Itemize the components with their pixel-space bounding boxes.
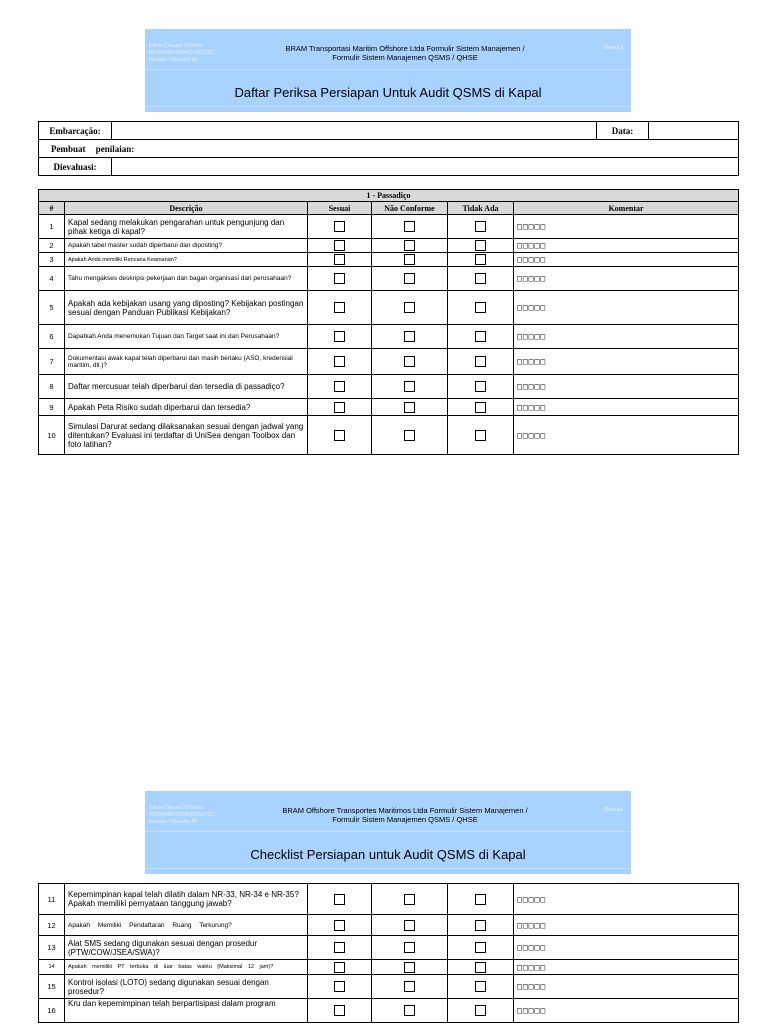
header-divider (145, 831, 631, 832)
row-description: Kapal sedang melakukan pengarahan untuk pengunjung dan pihak ketiga di kapal? (65, 215, 308, 239)
checklist-table (38, 189, 739, 455)
col-descricao: Descrição (65, 202, 308, 215)
checkbox-nao-conforme[interactable] (404, 356, 415, 367)
checkbox-sesuai[interactable] (334, 273, 345, 284)
row-description: Daftar mercusuar telah diperbarui dan tersedia di passadiço? (65, 375, 308, 399)
header-meta: Edisin Chouest Offshore BRAM/MSFORM/QHSE/2111 Revisão / Revision 00 (149, 43, 215, 63)
checkbox-tidak-ada[interactable] (475, 302, 486, 313)
label-pembuat: Pembuat penilaian: (39, 140, 739, 158)
komentar-field[interactable]: □□□□□ (514, 267, 739, 291)
checkbox-sesuai[interactable] (334, 942, 345, 953)
checklist-table (38, 883, 739, 1023)
checkbox-tidak-ada[interactable] (475, 273, 486, 284)
row-number: 4 (39, 267, 65, 291)
header-approval: Disetujui (603, 807, 623, 813)
form-header (145, 791, 631, 874)
checkbox-nao-conforme[interactable] (404, 402, 415, 413)
table-row (39, 936, 739, 960)
checkbox-sesuai[interactable] (334, 302, 345, 313)
row-number: 3 (39, 253, 65, 267)
komentar-field[interactable]: □□□□□ (514, 239, 739, 253)
checkbox-tidak-ada[interactable] (475, 962, 486, 973)
form-title: Daftar Periksa Persiapan Untuk Audit QSMS di Kapal (234, 85, 542, 100)
komentar-field[interactable]: □□□□□ (514, 884, 739, 915)
table-row (39, 884, 739, 915)
row-number: 14 (39, 960, 65, 975)
checkbox-tidak-ada[interactable] (475, 356, 486, 367)
row-description: Apakah memiliki PT terbuka di luar batas waktu (Maksimal 12 jam)? (65, 960, 308, 975)
checkbox-nao-conforme[interactable] (404, 273, 415, 284)
checkbox-nao-conforme[interactable] (404, 240, 415, 251)
row-number: 8 (39, 375, 65, 399)
checkbox-sesuai[interactable] (334, 962, 345, 973)
row-description: Kepemimpinan kapal telah dilatih dalam NR-33, NR-34 e NR-35? Apakah memiliki pernyataan tanggung jawab? (65, 884, 308, 915)
table-row (39, 960, 739, 975)
row-number: 6 (39, 325, 65, 349)
checkbox-tidak-ada[interactable] (475, 221, 486, 232)
table-row (39, 399, 739, 416)
checkbox-nao-conforme[interactable] (404, 331, 415, 342)
header-company: BRAM Offshore Transportes Maritimos Ltda Formulir Sistem Manajemen / Formulir Sistem Manajemen QSMS / QHSE (282, 806, 528, 824)
form-header (145, 29, 631, 112)
komentar-field[interactable]: □□□□□ (514, 416, 739, 455)
table-row (39, 253, 739, 267)
checkbox-nao-conforme[interactable] (404, 221, 415, 232)
checkbox-nao-conforme[interactable] (404, 942, 415, 953)
checkbox-tidak-ada[interactable] (475, 331, 486, 342)
row-description: Apakah ada kebijakan usang yang diposting? Kebijakan postingan sesuai dengan Panduan Publikasi Kebijakan? (65, 291, 308, 325)
komentar-field[interactable]: □□□□□ (514, 975, 739, 999)
komentar-field[interactable]: □□□□□ (514, 253, 739, 267)
table-row (39, 267, 739, 291)
checkbox-nao-conforme[interactable] (404, 430, 415, 441)
col-tidak-ada: Tidak Ada (448, 202, 514, 215)
info-table (38, 121, 739, 176)
row-number: 12 (39, 915, 65, 936)
row-number: 16 (39, 999, 65, 1023)
checkbox-sesuai[interactable] (334, 920, 345, 931)
section-title: 1 - Passadiço (39, 190, 739, 202)
checkbox-sesuai[interactable] (334, 381, 345, 392)
row-description: Kru dan kepemimpinan telah berpartisipasi dalam program (65, 999, 308, 1023)
row-number: 15 (39, 975, 65, 999)
komentar-field[interactable]: □□□□□ (514, 999, 739, 1023)
table-row (39, 375, 739, 399)
row-number: 13 (39, 936, 65, 960)
row-number: 10 (39, 416, 65, 455)
checkbox-nao-conforme[interactable] (404, 920, 415, 931)
row-description: Kontrol isolasi (LOTO) sedang digunakan sesuai dengan prosedur? (65, 975, 308, 999)
checkbox-sesuai[interactable] (334, 254, 345, 265)
header-divider (145, 106, 631, 107)
table-row (39, 915, 739, 936)
col-sesuai: Sesuai (308, 202, 372, 215)
row-number: 5 (39, 291, 65, 325)
checkbox-tidak-ada[interactable] (475, 981, 486, 992)
checkbox-tidak-ada[interactable] (475, 381, 486, 392)
checkbox-nao-conforme[interactable] (404, 981, 415, 992)
checkbox-tidak-ada[interactable] (475, 240, 486, 251)
form-title: Checklist Persiapan untuk Audit QSMS di Kapal (250, 847, 526, 862)
checkbox-nao-conforme[interactable] (404, 254, 415, 265)
row-description: Alat SMS sedang digunakan sesuai dengan prosedur (PTW/COW/JSEA/SWA)? (65, 936, 308, 960)
table-row (39, 975, 739, 999)
checkbox-tidak-ada[interactable] (475, 430, 486, 441)
header-divider (145, 69, 631, 70)
col-nao-conforme: Não Conforme (372, 202, 448, 215)
field-data[interactable] (649, 122, 739, 140)
checkbox-nao-conforme[interactable] (404, 962, 415, 973)
row-description: Tahu mengakses deskripsi pekerjaan dan bagan organisasi dari perusahaan? (65, 267, 308, 291)
checkbox-tidak-ada[interactable] (475, 1005, 486, 1016)
komentar-field[interactable]: □□□□□ (514, 915, 739, 936)
table-row (39, 291, 739, 325)
label-data: Data: (597, 122, 649, 140)
komentar-field[interactable]: □□□□□ (514, 936, 739, 960)
row-number: 11 (39, 884, 65, 915)
checkbox-sesuai[interactable] (334, 894, 345, 905)
table-row (39, 999, 739, 1023)
komentar-field[interactable]: □□□□□ (514, 215, 739, 239)
checkbox-tidak-ada[interactable] (475, 254, 486, 265)
field-embarcacao[interactable] (112, 122, 597, 140)
row-description: Apakah Anda memiliki Rencana Keamanan? (65, 253, 308, 267)
row-number: 7 (39, 349, 65, 375)
checkbox-tidak-ada[interactable] (475, 894, 486, 905)
row-description: Apakah tabel master sudah diperbarui dan diposting? (65, 239, 308, 253)
row-description: Dokumentasi awak kapal telah diperbarui dan masih berlaku (ASO, kredensial maritim, dll.)? (65, 349, 308, 375)
row-description: Simulasi Darurat sedang dilaksanakan sesuai dengan jadwal yang ditentukan? Evaluasi ini terdaftar di UniSea dengan Toolbox dan foto latihan? (65, 416, 308, 455)
checkbox-sesuai[interactable] (334, 1005, 345, 1016)
checkbox-sesuai[interactable] (334, 240, 345, 251)
checkbox-sesuai[interactable] (334, 356, 345, 367)
table-row (39, 325, 739, 349)
komentar-field[interactable]: □□□□□ (514, 325, 739, 349)
row-number: 9 (39, 399, 65, 416)
checkbox-sesuai[interactable] (334, 402, 345, 413)
header-company: BRAM Transportasi Maritim Offshore Ltda Formulir Sistem Manajemen / Formulir Sistem Manajemen QSMS / QHSE (285, 44, 525, 62)
table-row (39, 416, 739, 455)
checkbox-nao-conforme[interactable] (404, 381, 415, 392)
checkbox-tidak-ada[interactable] (475, 920, 486, 931)
checkbox-nao-conforme[interactable] (404, 894, 415, 905)
field-dievaluasi[interactable] (112, 158, 739, 176)
row-number: 1 (39, 215, 65, 239)
checkbox-tidak-ada[interactable] (475, 942, 486, 953)
table-row (39, 215, 739, 239)
col-komentar: Komentar (514, 202, 739, 215)
checkbox-sesuai[interactable] (334, 221, 345, 232)
checkbox-nao-conforme[interactable] (404, 302, 415, 313)
checkbox-nao-conforme[interactable] (404, 1005, 415, 1016)
header-divider (145, 868, 631, 869)
checkbox-sesuai[interactable] (334, 331, 345, 342)
komentar-field[interactable]: □□□□□ (514, 375, 739, 399)
row-number: 2 (39, 239, 65, 253)
header-meta: Edisin Chouest Offshore BRAM/MSFORM/QHSE/2111 Revisão / Revision 00 (149, 805, 215, 825)
table-row (39, 349, 739, 375)
komentar-field[interactable]: □□□□□ (514, 399, 739, 416)
komentar-field[interactable]: □□□□□ (514, 291, 739, 325)
label-dievaluasi: Dievaluasi: (39, 158, 112, 176)
checkbox-sesuai[interactable] (334, 981, 345, 992)
komentar-field[interactable]: □□□□□ (514, 960, 739, 975)
checkbox-tidak-ada[interactable] (475, 402, 486, 413)
label-embarcacao: Embarcação: (39, 122, 112, 140)
header-approval: Disetujui (603, 45, 623, 51)
row-description: Apakah Memiliki Pendaftaran Ruang Terkurung? (65, 915, 308, 936)
table-row (39, 239, 739, 253)
col-num: # (39, 202, 65, 215)
row-description: Apakah Peta Risiko sudah diperbarui dan tersedia? (65, 399, 308, 416)
row-description: Dapatkah Anda menemukan Tujuan dan Target saat ini dari Perusahaan? (65, 325, 308, 349)
komentar-field[interactable]: □□□□□ (514, 349, 739, 375)
checkbox-sesuai[interactable] (334, 430, 345, 441)
